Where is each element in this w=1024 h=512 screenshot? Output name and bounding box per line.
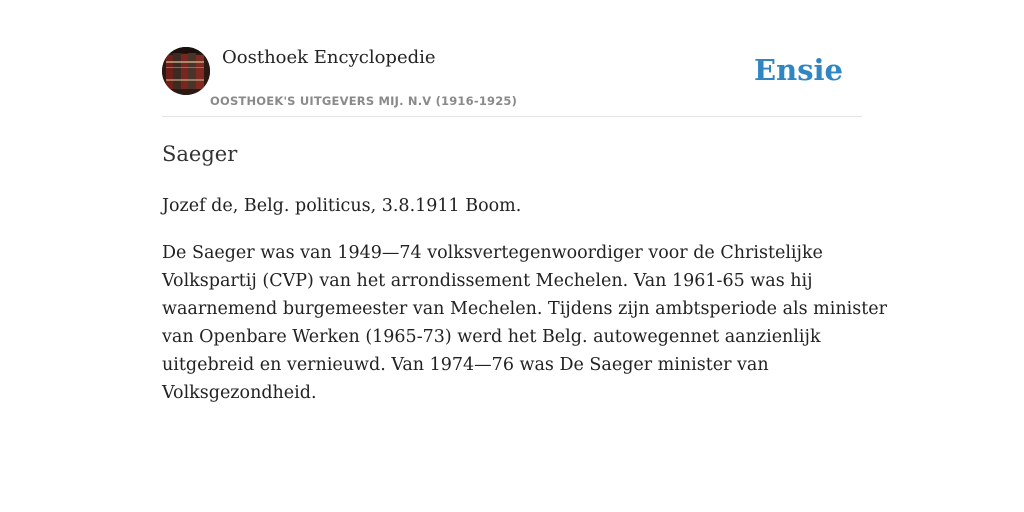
book-spines-icon[interactable] [162,47,210,95]
article-lead: Jozef de, Belg. politicus, 3.8.1911 Boom. [162,196,522,216]
site-header [162,46,862,117]
site-title[interactable]: Oosthoek Encyclopedie [222,47,436,68]
article-body-line: Volkspartij (CVP) van het arrondissement Mechelen. Van 1961-65 was hij [162,271,813,291]
article-title: Saeger [162,142,238,166]
article [162,136,887,407]
article-body-line: uitgebreid en vernieuwd. Van 1974—76 was De Saeger minister van [162,355,769,375]
article-body-line: van Openbare Werken (1965-73) werd het Belg. autowegennet aanzienlijk [162,327,821,347]
article-body-line: waarnemend burgemeester van Mechelen. Tijdens zijn ambtsperiode als minister [162,299,887,319]
publisher-label: OOSTHOEK'S UITGEVERS MIJ. N.V (1916-1925) [210,94,518,108]
ensie-logo[interactable]: Ensie [754,53,843,87]
article-body-line: De Saeger was van 1949—74 volksvertegenwoordiger voor de Christelijke [162,243,823,263]
article-body-line: Volksgezondheid. [162,383,317,403]
article-body [162,239,887,407]
